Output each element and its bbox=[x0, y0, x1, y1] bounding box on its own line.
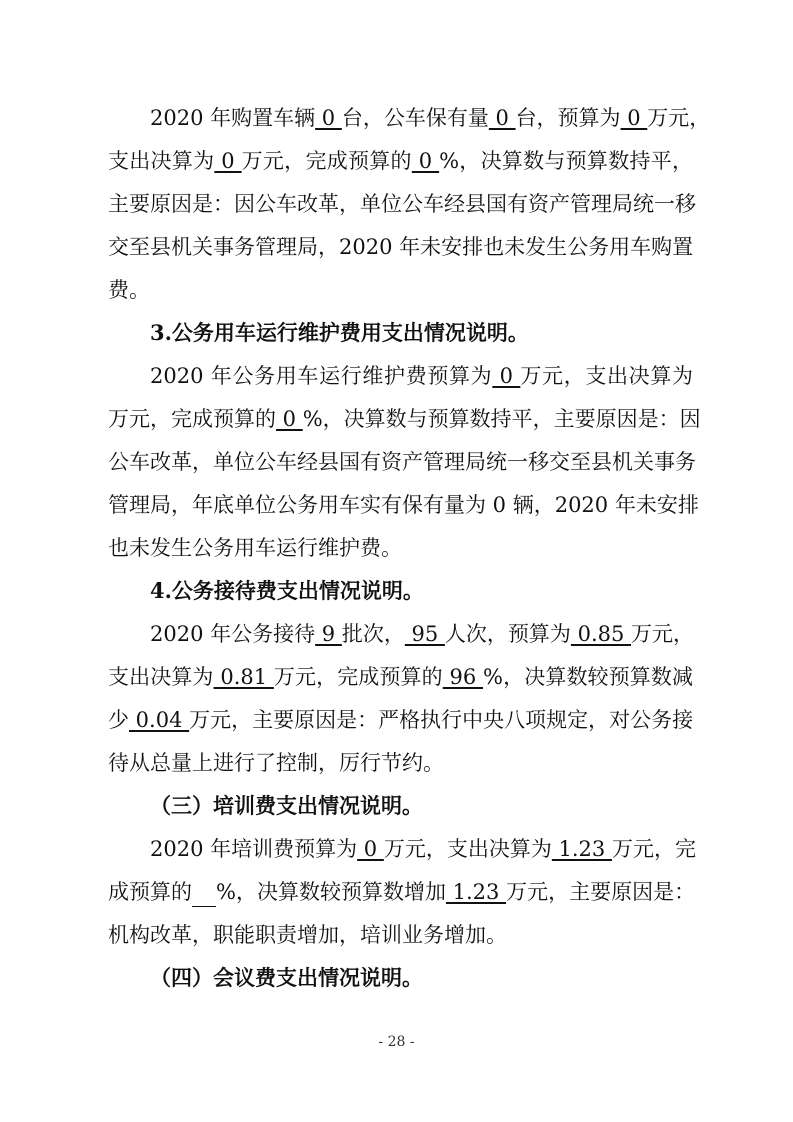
text-line: 2020 年购置车辆 0 台，公车保有量 0 台，预算为 0 万元， bbox=[150, 106, 711, 130]
filled-value: 0.85 bbox=[570, 622, 632, 646]
text-line: 机构改革，职能职责增加，培训业务增加。 bbox=[108, 923, 507, 947]
text-line: 2020 年培训费预算为 0 万元，支出决算为 1.23 万元，完 bbox=[150, 837, 696, 861]
filled-value: 96 bbox=[442, 665, 484, 689]
text-line: 少 0.04 万元，主要原因是：严格执行中央八项规定，对公务接 bbox=[108, 708, 694, 732]
filled-value: 95 bbox=[404, 622, 445, 646]
section-heading: （三）培训费支出情况说明。 bbox=[150, 793, 423, 818]
filled-value: 0 bbox=[488, 106, 516, 130]
text-line: 万元，完成预算的 0 %，决算数与预算数持平，主要原因是：因 bbox=[108, 407, 701, 431]
section-heading: （四）会议费支出情况说明。 bbox=[150, 965, 423, 990]
filled-value: 0 bbox=[315, 106, 342, 130]
text-line: 2020 年公务接待 9 批次， 95 人次，预算为 0.85 万元， bbox=[150, 622, 695, 646]
filled-value: 0 bbox=[620, 106, 648, 130]
text-line: 主要原因是：因公车改革，单位公车经县国有资产管理局统一移 bbox=[108, 192, 696, 216]
filled-value: 1.23 bbox=[551, 837, 612, 861]
text-line: 交至县机关事务管理局，2020 年未安排也未发生公务用车购置 bbox=[108, 235, 694, 259]
text-line: 公车改革，单位公车经县国有资产管理局统一移交至县机关事务 bbox=[108, 450, 696, 474]
filled-value: 0 bbox=[411, 149, 440, 173]
text-line: 管理局，年底单位公务用车实有保有量为 0 辆，2020 年未安排 bbox=[108, 493, 699, 517]
filled-value: 0 bbox=[276, 407, 303, 431]
filled-value: 0 bbox=[214, 149, 242, 173]
filled-value: 0 bbox=[357, 837, 384, 861]
text-line: 成预算的 %，决算数较预算数增加 1.23 万元，主要原因是： bbox=[108, 877, 693, 907]
text-line: 费。 bbox=[108, 278, 150, 302]
text-line: 2020 年公务用车运行维护费预算为 0 万元，支出决算为 bbox=[150, 364, 693, 388]
filled-value: 0.81 bbox=[213, 665, 274, 689]
filled-value: 9 bbox=[315, 622, 342, 646]
text-line: 也未发生公务用车运行维护费。 bbox=[108, 536, 402, 560]
section-heading: 3.公务用车运行维护费用支出情况说明。 bbox=[150, 320, 529, 345]
text-line: 支出决算为 0.81 万元，完成预算的 96 %，决算数较预算数减 bbox=[108, 665, 693, 689]
text-line: 待从总量上进行了控制，厉行节约。 bbox=[108, 751, 444, 775]
page-number: - 28 - bbox=[378, 1034, 415, 1050]
filled-value: 0.04 bbox=[129, 708, 190, 732]
text-line: 支出决算为 0 万元，完成预算的 0 %，决算数与预算数持平， bbox=[108, 149, 694, 173]
section-heading: 4.公务接待费支出情况说明。 bbox=[150, 578, 424, 603]
filled-value: 1.23 bbox=[445, 880, 507, 904]
filled-value: 0 bbox=[492, 364, 521, 388]
blank-value bbox=[192, 884, 216, 907]
